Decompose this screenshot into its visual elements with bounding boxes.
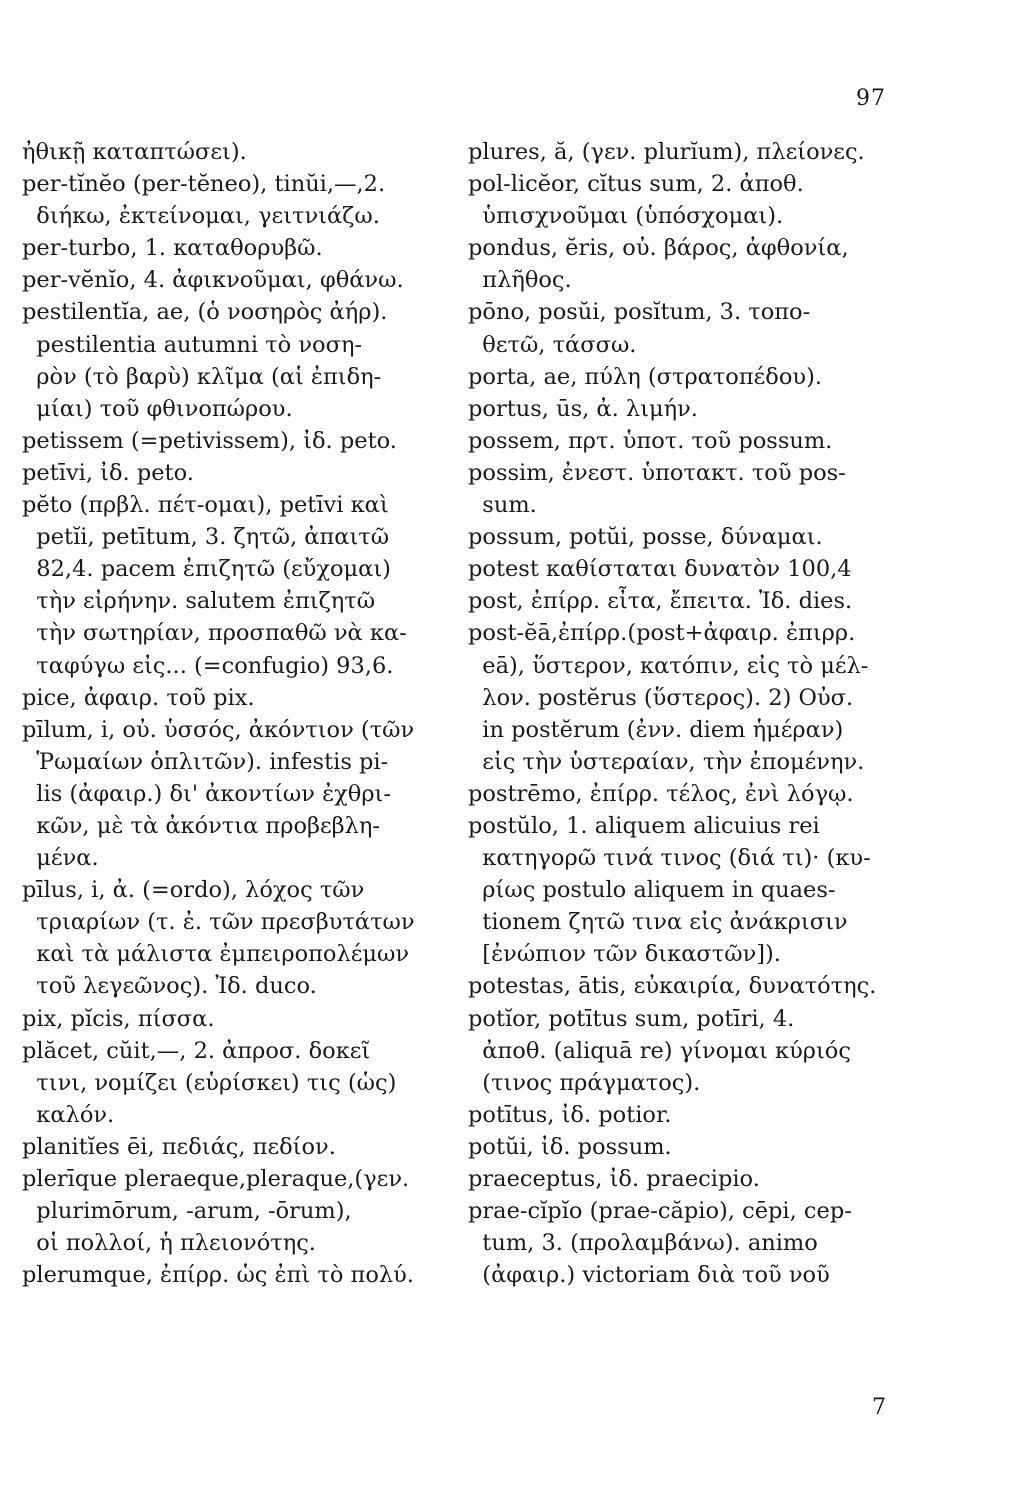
dictionary-line: lis (ἀφαιρ.) δι' ἀκοντίων ἐχθρι- bbox=[22, 780, 391, 807]
dictionary-line: ταφύγω εἰς... (=confugio) 93,6. bbox=[22, 652, 394, 679]
dictionary-line: potestas, ātis, εὐκαιρία, δυνατότης. bbox=[468, 973, 877, 1000]
dictionary-line: pīlum, i, οὐ. ὑσσός, ἀκόντιον (τῶν bbox=[22, 716, 415, 743]
dictionary-line: possum, potŭi, posse, δύναμαι. bbox=[468, 524, 823, 551]
dictionary-line: praeceptus, ἰδ. praecipio. bbox=[468, 1166, 760, 1192]
dictionary-line: planitĭes ēi, πεδιάς, πεδίον. bbox=[22, 1133, 336, 1160]
dictionary-line: possem, πρτ. ὑποτ. τοῦ possum. bbox=[468, 427, 833, 454]
dictionary-line: per-vĕnĭo, 4. ἀφικνοῦμαι, φθάνω. bbox=[22, 267, 404, 294]
dictionary-line: ρὸν (τὸ βαρὺ) κλῖμα (αἱ ἐπιδη- bbox=[22, 363, 382, 390]
dictionary-line: τοῦ λεγεῶνος). Ἰδ. duco. bbox=[22, 973, 317, 1000]
dictionary-line: eā), ὕστερον, κατόπιν, εἰς τὸ μέλ- bbox=[468, 652, 869, 679]
dictionary-line: κατηγορῶ τινά τινος (διά τι)· (κυ- bbox=[468, 845, 871, 872]
dictionary-line: μίαι) τοῦ φθινοπώρου. bbox=[22, 395, 293, 422]
dictionary-line: prae-cĭpĭo (prae-căpio), cēpi, cep- bbox=[468, 1198, 852, 1225]
dictionary-line: καὶ τὰ μάλιστα ἐμπειροπολέμων bbox=[22, 941, 410, 968]
dictionary-line: μένα. bbox=[22, 845, 99, 872]
dictionary-line: postrēmo, ἐπίρρ. τέλος, ἐνὶ λόγῳ. bbox=[468, 780, 854, 807]
dictionary-line: (τινος πράγματος). bbox=[468, 1069, 701, 1096]
dictionary-line: potĭor, potītus sum, potīri, 4. bbox=[468, 1005, 795, 1032]
dictionary-line: τὴν εἰρήνην. salutem ἐπιζητῶ bbox=[22, 588, 376, 615]
dictionary-line: ἠθικῇ καταπτώσει). bbox=[22, 139, 247, 165]
dictionary-line: petissem (=petivissem), ἰδ. peto. bbox=[22, 427, 397, 454]
dictionary-line: plăcet, cŭit,—, 2. ἀπροσ. δοκεῖ bbox=[22, 1037, 371, 1064]
dictionary-line: in postĕrum (ἐνν. diem ἡμέραν) bbox=[468, 716, 844, 743]
dictionary-line: portus, ūs, ἀ. λιμήν. bbox=[468, 395, 698, 422]
dictionary-line: pestilentia autumni τὸ νοση- bbox=[22, 331, 363, 358]
dictionary-line: postŭlo, 1. aliquem alicuius rei bbox=[468, 812, 820, 839]
dictionary-line: possim, ἐνεστ. ὑποτακτ. τοῦ pos- bbox=[468, 459, 846, 486]
dictionary-line: plurimōrum, -arum, -ōrum), bbox=[22, 1198, 352, 1225]
dictionary-line: (ἀφαιρ.) victoriam διὰ τοῦ νοῦ bbox=[468, 1262, 830, 1289]
dictionary-line: pōno, posŭi, posĭtum, 3. τοπο- bbox=[468, 299, 811, 326]
dictionary-line: tum, 3. (προλαμβάνω). animo bbox=[468, 1230, 818, 1257]
dictionary-line: Ῥωμαίων ὁπλιτῶν). infestis pi- bbox=[22, 748, 389, 775]
dictionary-line: pĕto (πρβλ. πέτ-ομαι), petīvi καὶ bbox=[22, 492, 389, 519]
dictionary-line: καλόν. bbox=[22, 1101, 115, 1128]
dictionary-line: εἰς τὴν ὑστεραίαν, τὴν ἐπομένην. bbox=[468, 748, 865, 775]
dictionary-line: 82,4. pacem ἐπιζητῶ (εὔχομαι) bbox=[22, 556, 391, 583]
dictionary-line: διήκω, ἐκτείνομαι, γειτνιάζω. bbox=[22, 203, 380, 230]
dictionary-line: petĭi, petītum, 3. ζητῶ, ἀπαιτῶ bbox=[22, 524, 390, 551]
dictionary-line: pestilentĭa, ae, (ὁ νοσηρὸς ἀήρ). bbox=[22, 299, 388, 326]
page-number: 97 bbox=[856, 86, 886, 111]
dictionary-line: pix, pĭcis, πίσσα. bbox=[22, 1005, 215, 1032]
dictionary-line: ὑπισχνοῦμαι (ὑπόσχομαι). bbox=[468, 203, 784, 230]
dictionary-line: λον. postĕrus (ὕστερος). 2) Οὐσ. bbox=[468, 684, 854, 711]
dictionary-line: pondus, ĕris, οὐ. βάρος, ἀφθονία, bbox=[468, 235, 849, 262]
dictionary-line: ἀποθ. (aliquā re) γίνομαι κύριός bbox=[468, 1037, 851, 1064]
signature-mark: 7 bbox=[872, 1395, 886, 1420]
dictionary-line: per-turbo, 1. καταθορυβῶ. bbox=[22, 235, 323, 262]
dictionary-line: οἱ πολλοί, ἡ πλειονότης. bbox=[22, 1230, 316, 1257]
dictionary-line: post, ἐπίρρ. εἶτα, ἔπειτα. Ἰδ. dies. bbox=[468, 588, 853, 615]
dictionary-line: per-tĭnĕo (per-tĕneo), tinŭi,—,2. bbox=[22, 171, 386, 198]
dictionary-line: sum. bbox=[468, 492, 537, 519]
dictionary-line: porta, ae, πύλη (στρατοπέδου). bbox=[468, 363, 823, 390]
dictionary-line: τριαρίων (τ. ἐ. τῶν πρεσβυτάτων bbox=[22, 909, 415, 936]
dictionary-line: πλῆθος. bbox=[468, 267, 572, 294]
dictionary-line: petīvi, ἰδ. peto. bbox=[22, 459, 194, 486]
dictionary-line: potŭi, ἰδ. possum. bbox=[468, 1133, 672, 1160]
left-column bbox=[22, 136, 462, 1291]
right-column bbox=[468, 136, 918, 1291]
dictionary-line: θετῶ, τάσσω. bbox=[468, 331, 637, 358]
dictionary-line: pice, ἀφαιρ. τοῦ pix. bbox=[22, 684, 255, 711]
dictionary-line: plerumque, ἐπίρρ. ὡς ἐπὶ τὸ πολύ. bbox=[22, 1262, 414, 1289]
dictionary-line: τὴν σωτηρίαν, προσπαθῶ νὰ κα- bbox=[22, 620, 407, 647]
dictionary-line: plerīque pleraeque,pleraque,(γεν. bbox=[22, 1166, 410, 1192]
dictionary-line: plures, ă, (γεν. plurĭum), πλείονες. bbox=[468, 139, 865, 165]
dictionary-line: [ἐνώπιον τῶν δικαστῶν]). bbox=[468, 941, 781, 968]
dictionary-line: κῶν, μὲ τὰ ἀκόντια προβεβλη- bbox=[22, 812, 381, 839]
dictionary-line: τινι, νομίζει (εὑρίσκει) τις (ὡς) bbox=[22, 1069, 397, 1096]
dictionary-line: pol-licĕor, cĭtus sum, 2. ἀποθ. bbox=[468, 171, 804, 198]
dictionary-line: tionem ζητῶ τινα εἰς ἀνάκρισιν bbox=[468, 909, 848, 936]
dictionary-line: potītus, ἰδ. potior. bbox=[468, 1101, 672, 1128]
dictionary-line: ρίως postulo aliquem in quaes- bbox=[468, 877, 836, 904]
dictionary-line: potest καθίσταται δυνατὸν 100,4 bbox=[468, 556, 852, 583]
dictionary-line: post-ĕā,ἐπίρρ.(post+ἀφαιρ. ἐπιρρ. bbox=[468, 620, 856, 647]
dictionary-line: pīlus, i, ἀ. (=ordo), λόχος τῶν bbox=[22, 877, 365, 904]
